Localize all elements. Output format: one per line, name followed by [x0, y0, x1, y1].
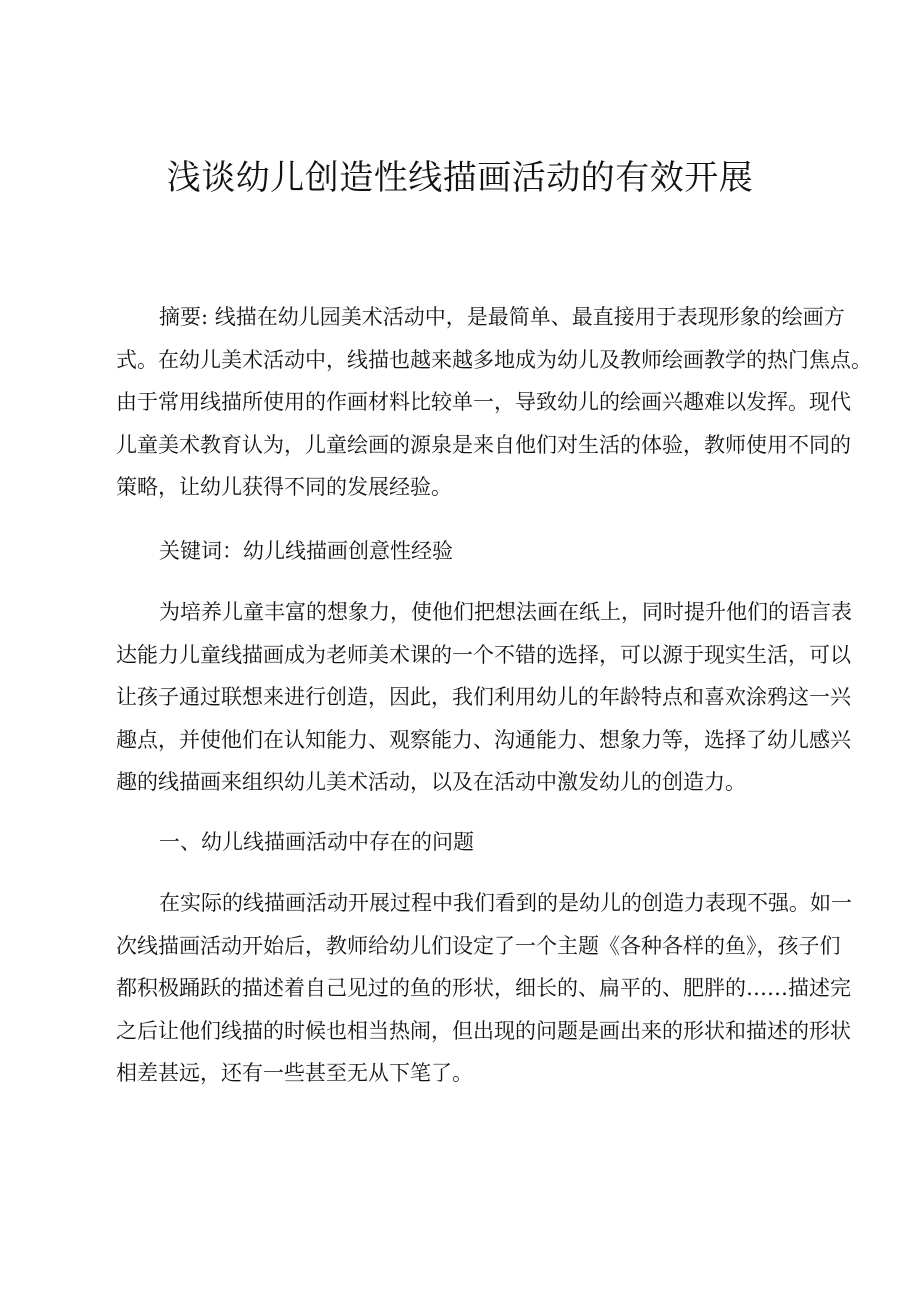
intro-line: 为培养儿童丰富的想象力，使他们把想法画在纸上，同时提升他们的语言表 — [159, 600, 852, 624]
section1-line: 在实际的线描画活动开展过程中我们看到的是幼儿的创造力表现不强。如一 — [159, 891, 852, 915]
abstract-paragraph — [116, 296, 872, 509]
abstract-line: 儿童美术教育认为，儿童绘画的源泉是来自他们对生活的体验，教师使用不同的 — [116, 432, 851, 457]
intro-paragraph — [116, 591, 852, 804]
abstract-line: 由于常用线描所使用的作画材料比较单一，导致幼儿的绘画兴趣难以发挥。现代 — [116, 390, 851, 414]
abstract-line: 策略，让幼儿获得不同的发展经验。 — [116, 475, 452, 499]
document-title: 浅谈幼儿创造性线描画活动的有效开展 — [166, 158, 754, 198]
intro-line: 趣点，并使他们在认知能力、观察能力、沟通能力、想象力等，选择了幼儿感兴 — [116, 727, 851, 752]
abstract-line: 式。在幼儿美术活动中，线描也越来越多地成为幼儿及教师绘画教学的热门焦点。 — [116, 347, 872, 372]
section1-line: 都积极踊跃的描述着自己见过的鱼的形状，细长的、扁平的、肥胖的……描述完 — [116, 976, 851, 1000]
section1-line: 之后让他们线描的时候也相当热闹，但出现的问题是画出来的形状和描述的形状 — [116, 1018, 851, 1043]
intro-line: 趣的线描画来组织幼儿美术活动，以及在活动中激发幼儿的创造力。 — [116, 770, 746, 794]
keywords-paragraph — [116, 530, 814, 573]
abstract-line: 摘要: 线描在幼儿园美术活动中，是最简单、最直接用于表现形象的绘画方 — [159, 305, 845, 329]
section1-heading-block — [116, 821, 814, 864]
section1-paragraph — [116, 882, 852, 1095]
keywords-line: 关键词：幼儿线描画创意性经验 — [159, 539, 453, 563]
section1-line: 次线描画活动开始后，教师给幼儿们设定了一个主题《各种各样的鱼》，孩子们 — [116, 933, 841, 958]
intro-line: 达能力儿童线描画成为老师美术课的一个不错的选择，可以源于现实生活，可以 — [116, 642, 851, 667]
section-heading: 一、幼儿线描画活动中存在的问题 — [159, 830, 474, 854]
intro-line: 让孩子通过联想来进行创造，因此，我们利用幼儿的年龄特点和喜欢涂鸦这一兴 — [116, 685, 851, 709]
section1-line: 相差甚远，还有一些甚至无从下笔了。 — [116, 1061, 473, 1085]
